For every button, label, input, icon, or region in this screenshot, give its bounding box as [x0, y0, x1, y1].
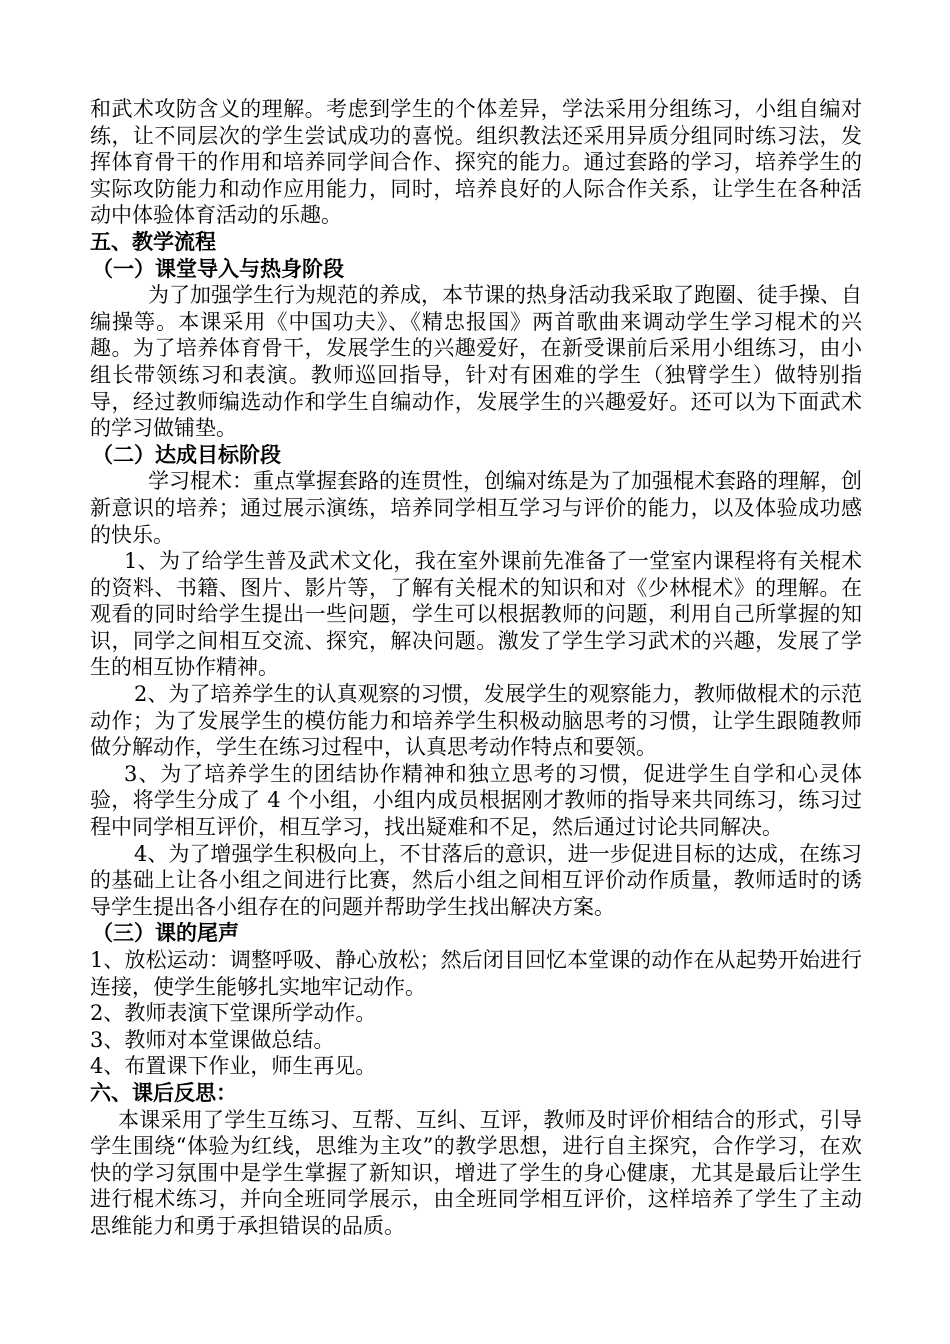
part-2-item-3: 3、为了培养学生的团结协作精神和独立思考的习惯，促进学生自学和心灵体验，将学生分成了 4 个小组，小组内成员根据刚才教师的指导来共同练习，练习过程中同学相互评价，相互学习，找出疑难和不足，然后通过讨论共同解决。: [90, 761, 862, 840]
intro-continuation-paragraph: 和武术攻防含义的理解。考虑到学生的个体差异，学法采用分组练习，小组自编对练，让不同层次的学生尝试成功的喜悦。组织教法还采用异质分组同时练习法，发挥体育骨干的作用和培养同学间合作、探究的能力。通过套路的学习，培养学生的实际攻防能力和动作应用能力，同时，培养良好的人际合作关系，让学生在各种活动中体验体育活动的乐趣。: [90, 97, 862, 228]
part-2-item-2: 2、为了培养学生的认真观察的习惯，发展学生的观察能力，教师做棍术的示范动作；为了发展学生的模仿能力和培养学生积极动脑思考的习惯，让学生跟随教师做分解动作，学生在练习过程中，认真思考动作特点和要领。: [90, 682, 862, 760]
part-3-item-2: 2、教师表演下堂课所学动作。: [90, 1001, 377, 1026]
part-2-heading: （二）达成目标阶段: [92, 442, 281, 467]
section-6-paragraph: 本课采用了学生互练习、互帮、互纠、互评，教师及时评价相结合的形式，引导学生围绕“体验为红线，思维为主攻”的教学思想，进行自主探究，合作学习，在欢快的学习氛围中是学生掌握了新知识，增进了学生的身心健康，尤其是最后让学生进行棍术练习，并向全班同学展示，由全班同学相互评价，这样培养了学生了主动思维能力和勇于承担错误的品质。: [90, 1107, 862, 1238]
part-1-paragraph: 为了加强学生行为规范的养成，本节课的热身活动我采取了跑圈、徒手操、自编操等。本课采用《中国功夫》、《精忠报国》两首歌曲来调动学生学习棍术的兴趣。为了培养体育骨干，发展学生的兴趣爱好，在新受课前后采用小组练习，由小组长带领练习和表演。教师巡回指导，针对有困难的学生（独臂学生）做特别指导，经过教师编选动作和学生自编动作，发展学生的兴趣爱好。还可以为下面武术的学习做铺垫。: [90, 283, 862, 441]
part-3-heading: （三）课的尾声: [92, 921, 239, 946]
part-1-heading: （一）课堂导入与热身阶段: [92, 256, 344, 281]
part-3-item-1: 1、放松运动：调整呼吸、静心放松；然后闭目回忆本堂课的动作在从起势开始进行连接，使学生能够扎实地牢记动作。: [90, 948, 862, 999]
section-5-heading: 五、教学流程: [90, 229, 216, 254]
document-page: [90, 96, 862, 1240]
section-6-heading: 六、课后反思：: [90, 1080, 237, 1105]
part-2-intro-paragraph: 学习棍术：重点掌握套路的连贯性，创编对练是为了加强棍术套路的理解，创新意识的培养；通过展示演练，培养同学相互学习与评价的能力，以及体验成功感的快乐。: [90, 469, 862, 547]
part-2-item-1: 1、为了给学生普及武术文化，我在室外课前先准备了一堂室内课程将有关棍术的资料、书籍、图片、影片等，了解有关棍术的知识和对《少林棍术》的理解。在观看的同时给学生提出一些问题，学生可以根据教师的问题，利用自己所掌握的知识，同学之间相互交流、探究，解决问题。激发了学生学习武术的兴趣，发展了学生的相互协作精神。: [90, 549, 862, 680]
part-2-item-4: 4、为了增强学生积极向上，不甘落后的意识，进一步促进目标的达成，在练习的基础上让各小组之间进行比赛，然后小组之间相互评价动作质量，教师适时的诱导学生提出各小组存在的问题并帮助学生找出解决方案。: [90, 841, 862, 919]
part-3-item-3: 3、教师对本堂课做总结。: [90, 1027, 335, 1052]
part-3-item-4: 4、布置课下作业，师生再见。: [90, 1054, 377, 1079]
